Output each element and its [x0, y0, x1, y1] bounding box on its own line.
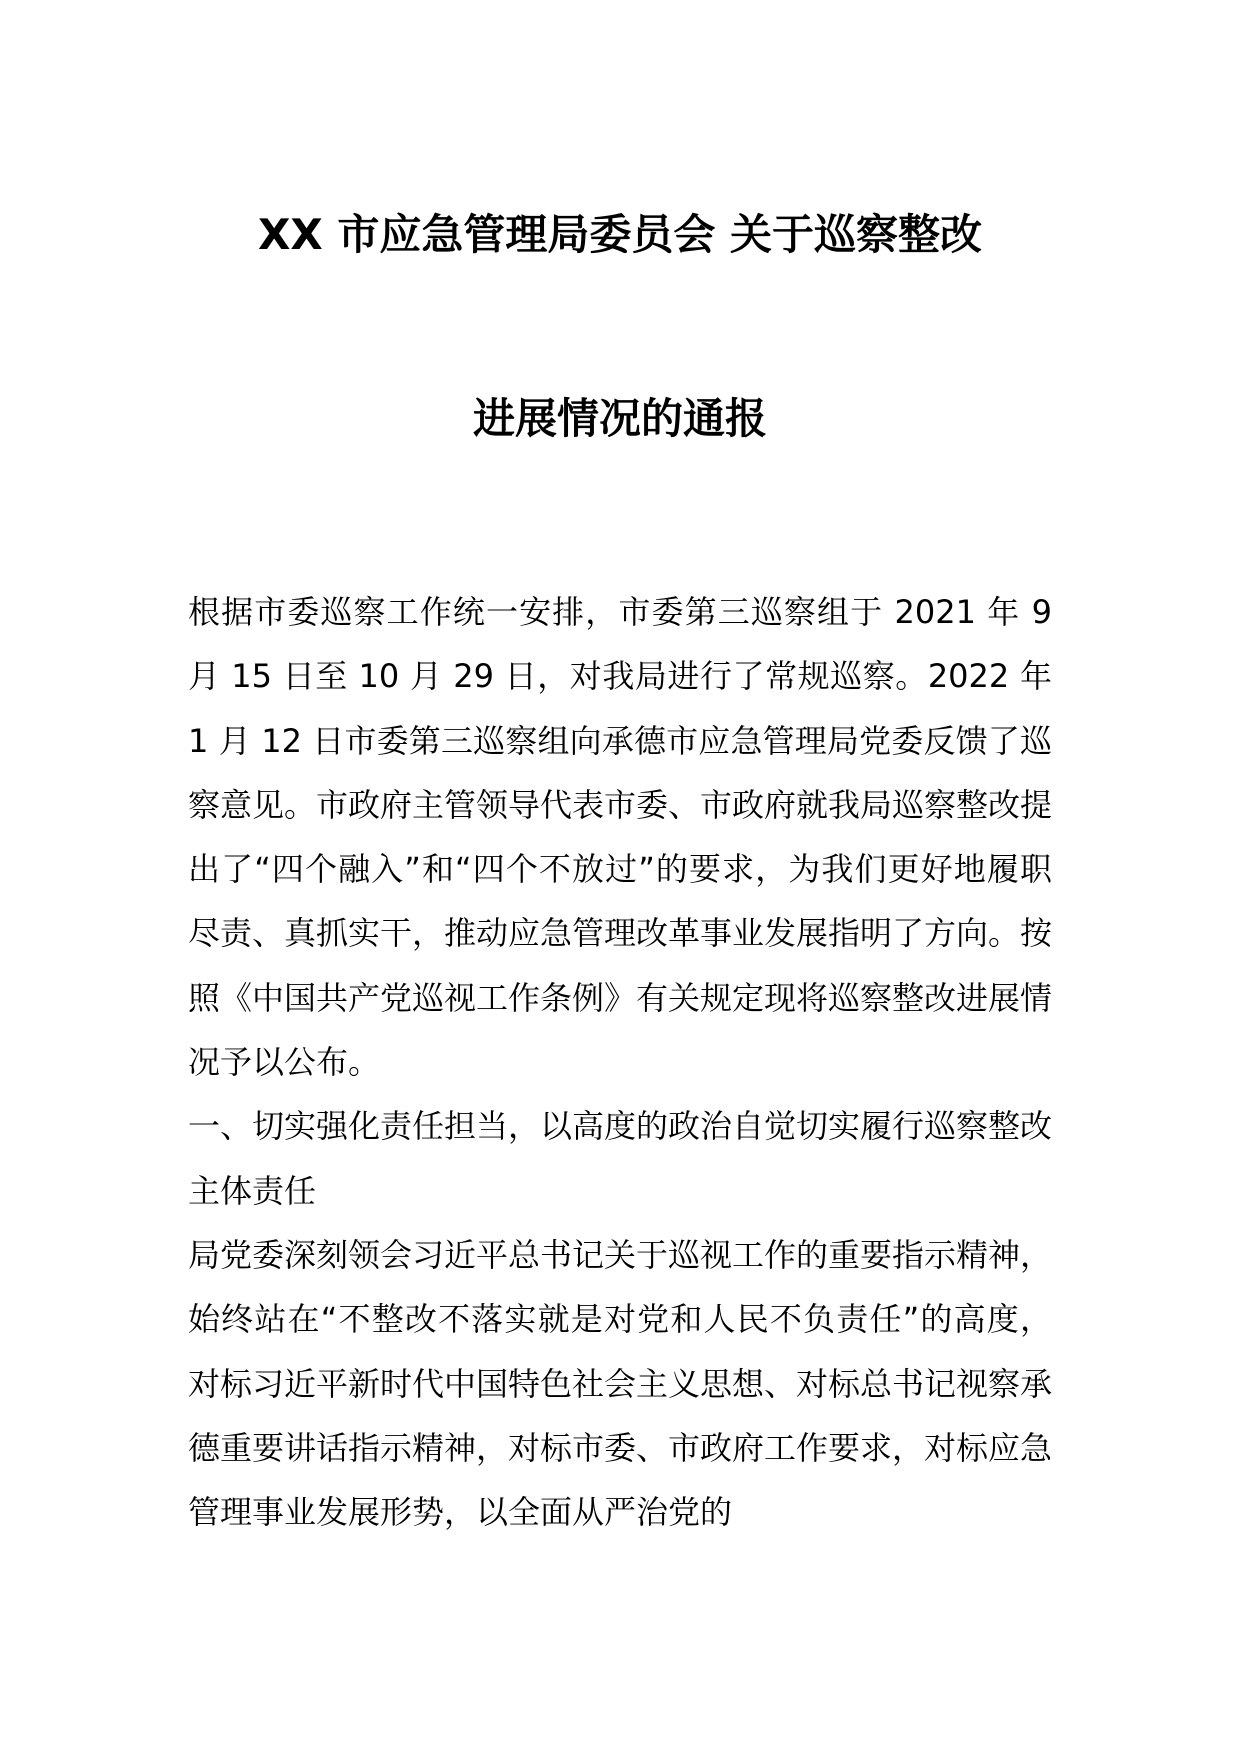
document-body	[188, 580, 1052, 1544]
body-paragraph-intro: 根据市委巡察工作统一安排，市委第三巡察组于 2021 年 9 月 15 日至 10 月 29 日，对我局进行了常规巡察。2022 年 1 月 12 日市委第三巡察组向承德市应急管理局党委反馈了巡察意见。市政府主管领导代表市委、市政府就我局巡察整改提出了“四个融入”和“四个不放过”的要求，为我们更好地履职尽责、真抓实干，推动应急管理改革事业发展指明了方向。按照《中国共产党巡视工作条例》有关规定现将巡察整改进展情况予以公布。	[188, 593, 1053, 1082]
document-title-line-1: XX 市应急管理局委员会 关于巡察整改	[257, 210, 982, 259]
section-heading-1: 一、切实强化责任担当，以高度的政治自觉切实履行巡察整改主体责任	[188, 1107, 1053, 1210]
document-title-line-2: 进展情况的通报	[472, 394, 767, 443]
body-paragraph-section-1: 局党委深刻领会习近平总书记关于巡视工作的重要指示精神，始终站在“不整改不落实就是对党和人民不负责任”的高度，对标习近平新时代中国特色社会主义思想、对标总书记视察承德重要讲话指示精神，对标市委、市政府工作要求，对标应急管理事业发展形势，以全面从严治党的	[188, 1235, 1053, 1532]
